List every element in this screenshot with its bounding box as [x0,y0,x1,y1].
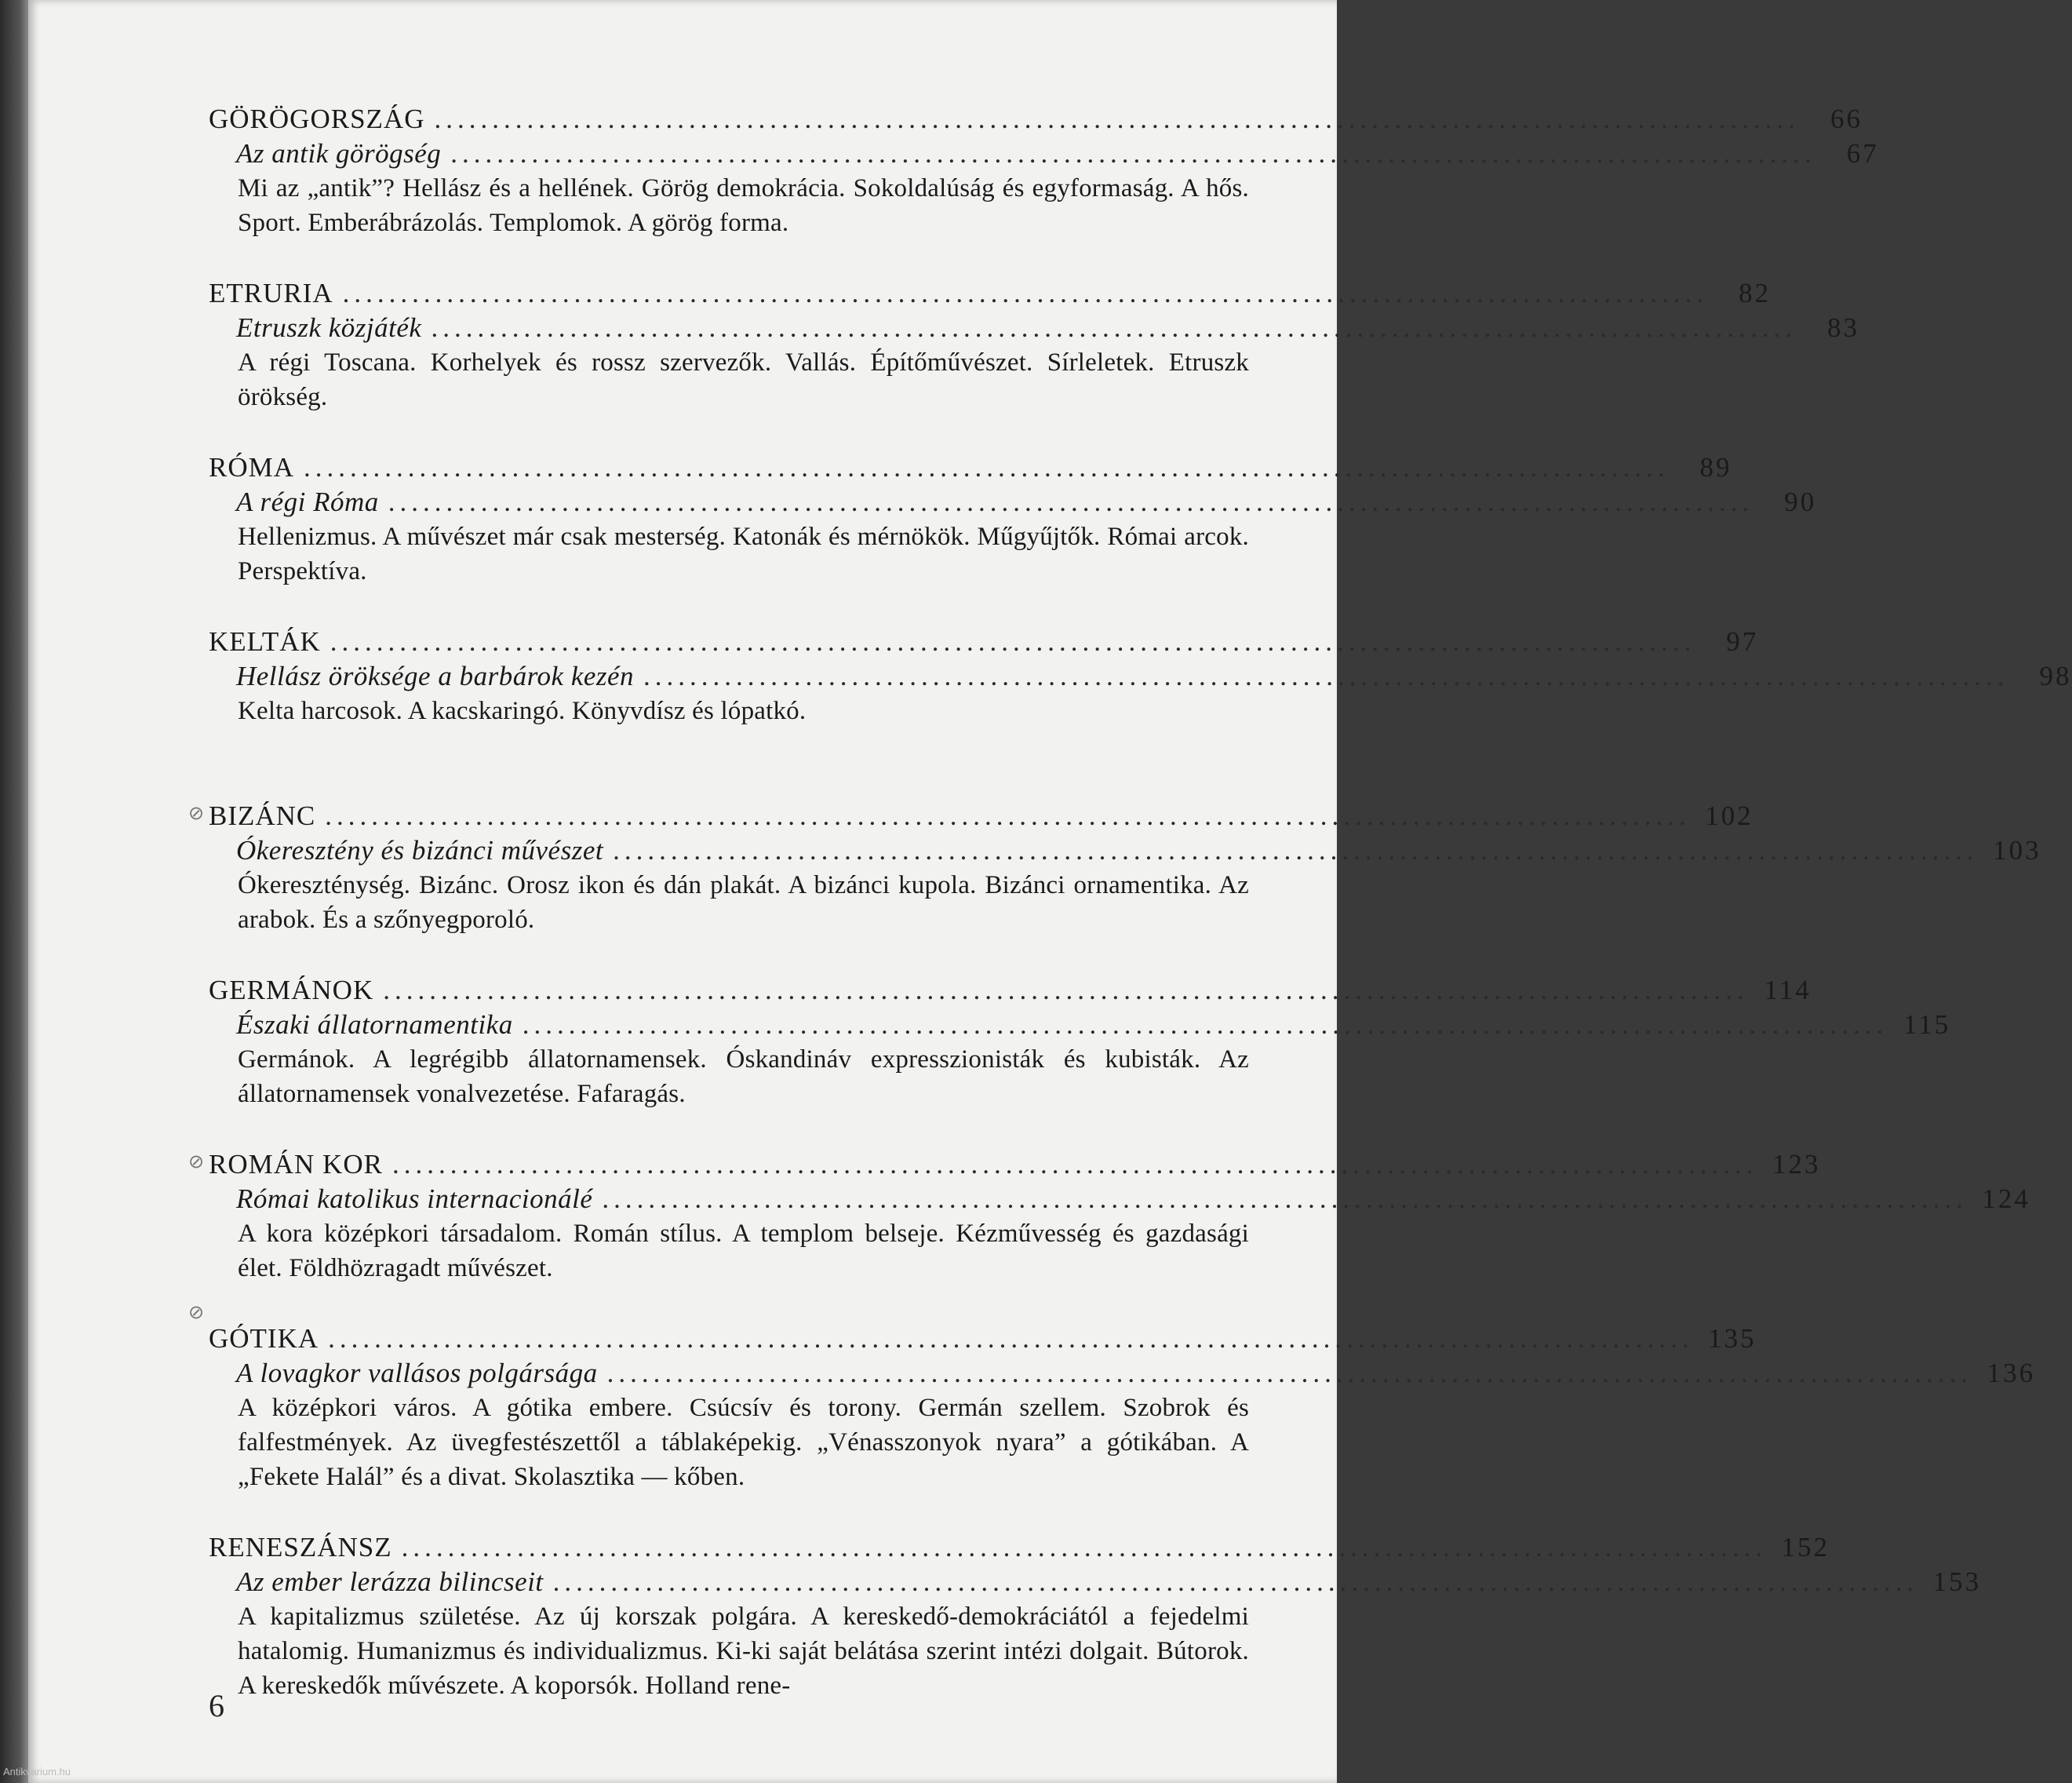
subtitle-page: 124 [1982,1183,2030,1214]
book-page [28,0,2072,1783]
toc-chapter-row [209,102,1863,137]
toc-chapter-row [209,450,1732,485]
chapter-page: 97 [1726,626,1759,657]
dot-leader: ...................................................................................................................... [383,975,1749,1005]
subtitle-page: 67 [1846,138,1879,169]
dot-leader: ...................................................................................................................... [552,1566,1919,1597]
chapter-title: BIZÁNC [209,800,316,831]
dot-leader: ...................................................................................................................... [401,1532,1768,1562]
chapter-description: Germánok. A legrégibb állatornamensek. Óskandináv expresszionisták és kubisták. Az állatornamensek vonalvezetése. Fafaragás. [238,1045,1249,1108]
toc-chapter-row [209,1147,1821,1182]
chapter-subtitle: Római katolikus internacionálé [236,1183,593,1214]
toc-subtitle-row [209,311,1859,345]
chapter-page: 123 [1772,1149,1821,1180]
toc-subtitle-row [209,659,2072,694]
subtitle-page: 98 [2039,661,2072,691]
chapter-page: 102 [1705,800,1753,831]
chapter-description: A kora középkori társadalom. Román stílus. A templom belseje. Kézművesség és gazdasági élet. Földhözragadt művészet. [238,1220,1249,1282]
chapter-title: KELTÁK [209,626,321,657]
pencil-mark-icon: ⊘ [188,804,205,824]
pencil-mark-icon: ⊘ [188,1303,205,1323]
dot-leader: ...................................................................................................................... [606,1358,1973,1388]
page-number: 6 [209,1688,224,1723]
toc-section-etruria [209,276,1859,450]
toc-section-germanok [209,973,1951,1147]
chapter-subtitle: Északi állatornamentika [236,1009,513,1040]
toc-chapter-row [209,625,1759,659]
chapter-subtitle: A régi Róma [236,487,379,517]
dot-leader: ...................................................................................................................... [434,104,1800,134]
dot-leader: ...................................................................................................................... [304,452,1670,483]
chapter-subtitle: A lovagkor vallásos polgársága [236,1358,598,1388]
chapter-page: 66 [1830,104,1863,134]
chapter-subtitle: Az ember lerázza bilincseit [236,1566,544,1597]
chapter-page: 89 [1699,452,1732,483]
chapter-title: GÖRÖGORSZÁG [209,104,425,134]
toc-subtitle-row [209,485,1817,520]
chapter-page: 82 [1739,278,1772,308]
toc-chapter-row [209,1322,1757,1356]
chapter-description: A kapitalizmus születése. Az új korszak polgára. A kereskedő-demokráciától a fejedelmi hatalomig. Humanizmus és individualizmus. Ki-ki saját belátása szerint intézi dolgait. Bútorok. A kereskedők művészete. A koporsók. Holland rene- [238,1603,1249,1700]
subtitle-page: 153 [1932,1566,1982,1597]
dot-leader: ...................................................................................................................... [522,1009,1888,1040]
toc-section-roma [209,450,1817,625]
toc-subtitle-row [209,1356,2036,1391]
toc-section-roman-kor [188,1147,2030,1322]
chapter-subtitle: Hellász öröksége a barbárok kezén [236,661,635,691]
toc-section-reneszansz [209,1530,1982,1705]
toc-subtitle-row [209,1182,2030,1216]
subtitle-page: 115 [1903,1009,1951,1040]
table-of-contents [188,102,2072,1705]
chapter-subtitle: Ókeresztény és bizánci művészet [236,835,604,866]
dot-leader: ...................................................................................................................... [450,138,1816,169]
chapter-title: GÓTIKA [209,1323,319,1354]
dot-leader: ...................................................................................................................... [602,1183,1968,1214]
dot-leader: ...................................................................................................................... [325,800,1691,831]
chapter-title: RÓMA [209,452,295,483]
watermark: Antikvarium.hu [3,1766,71,1778]
toc-subtitle-row [209,137,1879,171]
dot-leader: ...................................................................................................................... [391,1149,1758,1180]
chapter-description: A középkori város. A gótika embere. Csúcsív és torony. Germán szellem. Szobrok és falfestmények. Az üvegfestészettől a táblaképekig. „Vénasszonyok nyara” a gótikában. A „Fekete Halál” és a divat. Skolasztika — kőben. [238,1394,1249,1491]
dot-leader: ...................................................................................................................... [342,278,1709,308]
chapter-title: GERMÁNOK [209,975,374,1005]
subtitle-page: 103 [1993,835,2041,866]
dot-leader: ...................................................................................................................... [613,835,1979,866]
dot-leader: ...................................................................................................................... [431,312,1797,343]
toc-section-bizanc [188,799,2041,973]
chapter-description: Kelta harcosok. A kacskaringó. Könyvdísz és lópatkó. [238,697,807,725]
pencil-mark-icon: ⊘ [188,1152,205,1172]
toc-chapter-row [209,799,1753,833]
toc-chapter-row [209,1530,1830,1565]
chapter-page: 114 [1764,975,1812,1005]
toc-section-gorogorszag [209,102,1879,276]
chapter-page: 135 [1708,1323,1757,1354]
toc-chapter-row [209,276,1772,311]
subtitle-page: 83 [1826,312,1859,343]
chapter-title: ROMÁN KOR [209,1149,383,1180]
chapter-title: ETRURIA [209,278,333,308]
chapter-description: Ókereszténység. Bizánc. Orosz ikon és dán plakát. A bizánci kupola. Bizánci ornamentika. Az arabok. És a szőnyegporoló. [238,871,1249,934]
subtitle-page: 90 [1784,487,1817,517]
chapter-description: Hellenizmus. A művészet már csak mesterség. Katonák és mérnökök. Műgyűjtők. Római arcok. Perspektíva. [238,523,1249,585]
toc-subtitle-row [209,833,2041,868]
chapter-page: 152 [1781,1532,1830,1562]
toc-section-keltak [209,625,2072,799]
dot-leader: ...................................................................................................................... [330,626,1696,657]
dot-leader: ...................................................................................................................... [643,661,2009,691]
toc-section-gotika [188,1303,2036,1530]
chapter-description: A régi Toscana. Korhelyek és rossz szervezők. Vallás. Építőművészet. Sírleletek. Etruszk örökség. [238,348,1249,411]
chapter-description: Mi az „antik”? Hellász és a hellének. Görög demokrácia. Sokoldalúság és egyformaság. A hős. Sport. Emberábrázolás. Templomok. A görög forma. [238,174,1249,237]
dot-leader: ...................................................................................................................... [328,1323,1694,1354]
chapter-subtitle: Az antik görögség [236,138,442,169]
chapter-subtitle: Etruszk közjáték [236,312,422,343]
chapter-title: RENESZÁNSZ [209,1532,392,1562]
toc-chapter-row [209,973,1812,1008]
book-spine-edge [0,0,28,1783]
toc-subtitle-row [209,1008,1951,1042]
subtitle-page: 136 [1986,1358,2036,1388]
dot-leader: ...................................................................................................................... [388,487,1754,517]
toc-subtitle-row [209,1565,1982,1599]
